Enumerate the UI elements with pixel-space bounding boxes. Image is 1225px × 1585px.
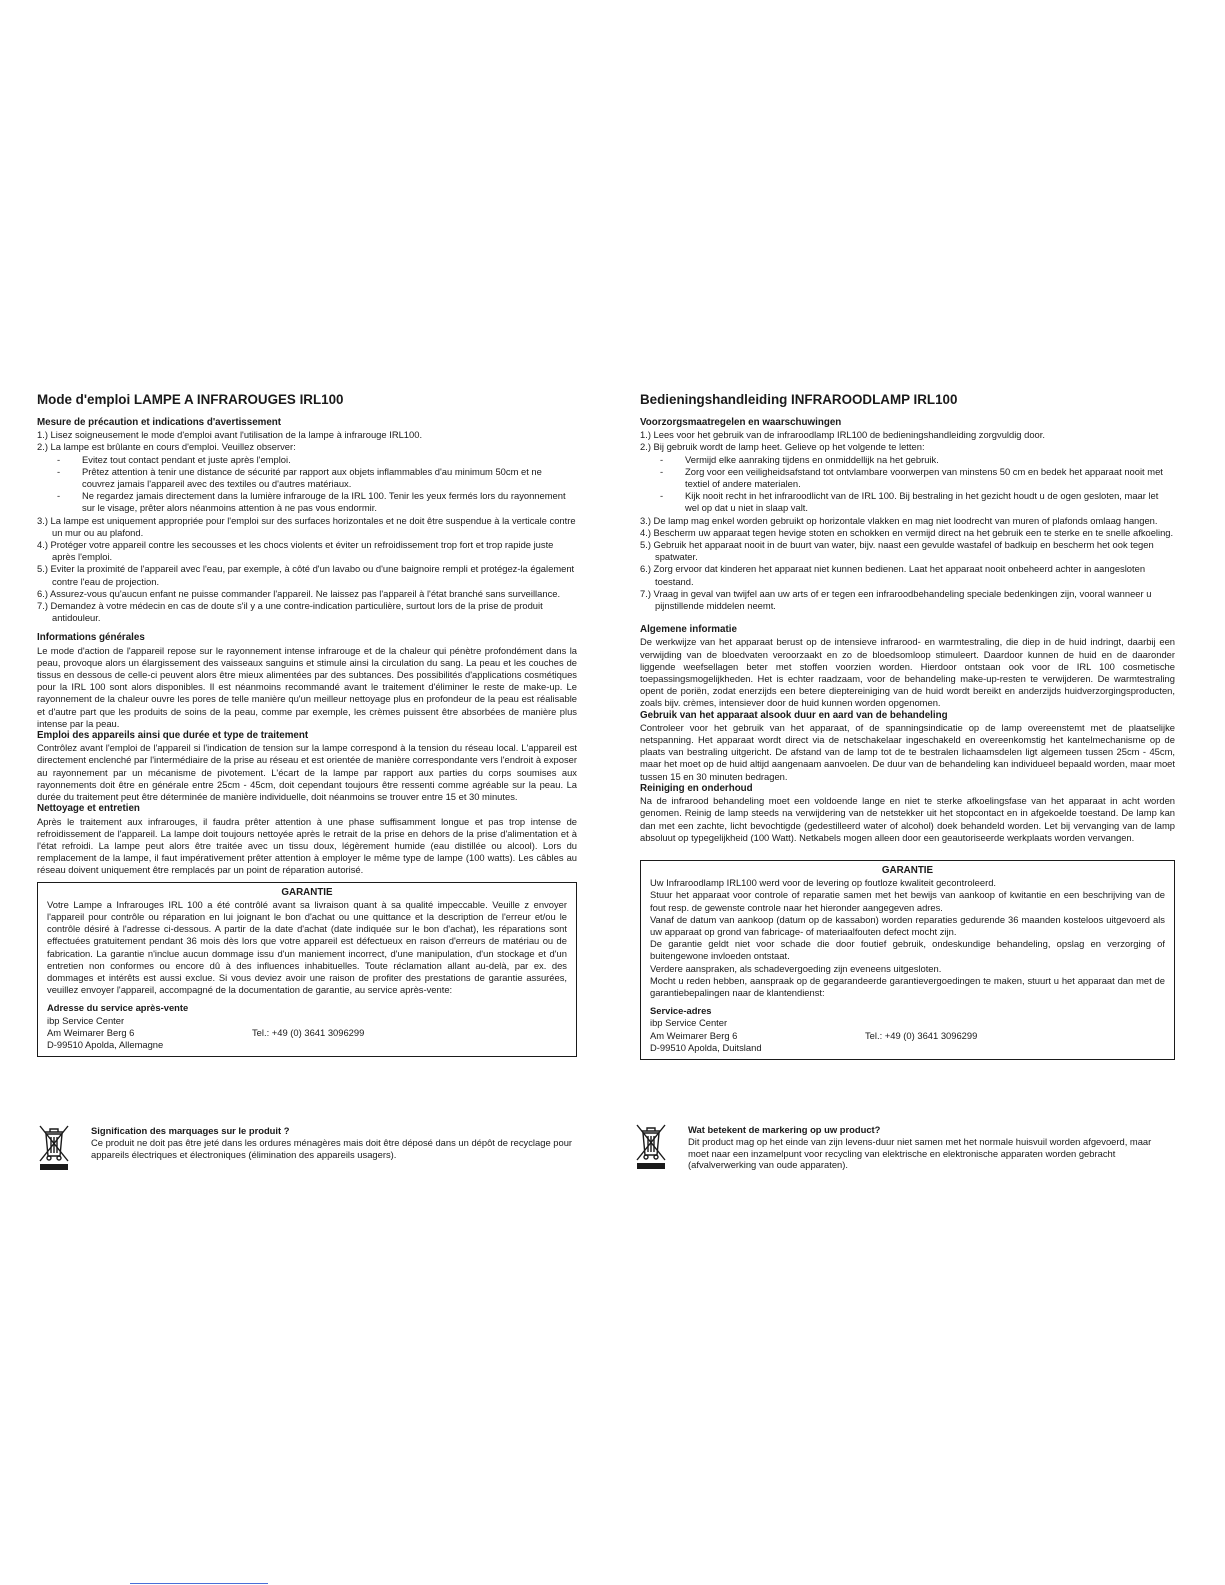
dutch-step-1: 1.) Lees voor het gebruik van de infraroodlamp IRL100 de bedieningshandleiding zorgvuldig door.	[640, 429, 1045, 441]
french-precautions-list	[37, 429, 577, 453]
dutch-step-3: 3.) De lamp mag enkel worden gebruikt op horizontale vlakken en mag niet loodrecht van muren of plafonds omlaag hangen.	[640, 514, 1158, 526]
dutch-use-text: Controleer voor het gebruik van het apparaat, of de spanningsindicatie op de lamp overeenstemt met de plaatselijke netspanning. Het apparaat wordt direct via de netschakelaar ingeschakeld en overeenkomstig het kantelmechanisme op de plaats van bestraling uitgericht. De afstand van de lamp tot de te bestralen lichaamsdelen ligt algemeen tussen 25cm - 45cm, maar het moet op de huid altijd aangenaam aanvoelen. De duur van de behandeling kan individueel bepaald worden, maar moet tussen 15 en 30 minuten bedragen.	[640, 721, 1175, 782]
dutch-step-2-item: - Vermijd elke aanraking tijdens en onmiddellijk na het gebruik.	[640, 454, 1175, 466]
dutch-phone: Tel.: +49 (0) 3641 3096299	[865, 1029, 978, 1041]
french-address-line: D-99510 Apolda, Allemagne	[47, 1038, 164, 1050]
french-clean-heading: Nettoyage et entretien	[37, 803, 140, 815]
dutch-guarantee-paragraph: De garantie geldt niet voor schade die door foutief gebruik, ondeskundige behandeling, opslag en verzorging of buitengewone invloeden ontstaat.	[650, 938, 1165, 962]
french-clean-text: Après le traitement aux infrarouges, il faudra prêter attention à une phase suffisamment longue et pas trop intense de refroidissement de l'appareil. La lampe doit toujours nettoyée après le retrait de la prise en dehors de la prise d'alimentation et à l'état refroidi. La lampe peut alors être traitée avec un tissu doux, légèrement humide (eau distillée ou alcool). Lors du remplacement de la lampe, il faut impérativement prêter attention à employer le même type de lampe (100 watts). Les câbles au réseau doivent uniquement être remplacés par un point de réparation autorisé.	[37, 815, 577, 876]
french-weee-title: Signification des marquages sur le produit ?	[91, 1125, 290, 1136]
bottom-link-underline	[130, 1583, 268, 1584]
french-step-6: 6.) Assurez-vous qu'aucun enfant ne puisse commander l'appareil. Ne laissez pas l'appareil à l'état branché sans surveillance.	[37, 587, 561, 599]
french-precautions-heading: Mesure de précaution et indications d'avertissement	[37, 417, 282, 428]
french-guarantee-title: GARANTIE	[281, 886, 333, 898]
dutch-step-2-item: - Kijk nooit recht in het infraroodlicht van de IRL 100. Bij bestraling in het gezicht houdt u de ogen gesloten, maar let wel op dat u niet in slaap valt.	[640, 490, 1175, 514]
crossed-out-bin-icon	[634, 1122, 668, 1170]
french-info-text: Le mode d'action de l'appareil repose sur le rayonnement intense infrarouge et de la chaleur qui pénètre profondément dans la peau, provoque alors un élargissement des vaisseaux sanguins et stimule ainsi la circulation du sang. La peau et les couches de tissus en dessous de celle-ci peuvent alors être mieux alimentées par des subtances. Des possibilités d'applications cosmétiques pour la IRL 100 sont alors disponibles. Il est néanmoins recommandé avant le traitement d'éliminer le reste de make-up. Le rayonnement de la chaleur ouvre les pores de telle manière qu'un meilleur nettoyage plus en profondeur de la peau est réalisable et d'autre part que les produits de soins de la peau, comme par exemple, les crèmes puissent être absorbées de manière plus intense par la peau.	[37, 644, 577, 729]
french-guarantee-box	[37, 882, 577, 1058]
dutch-use-heading: Gebruik van het apparaat alsook duur en aard van de behandeling	[640, 709, 948, 721]
dutch-info-heading: Algemene informatie	[640, 624, 737, 636]
french-step-3: 3.) La lampe est uniquement appropriée pour l'emploi sur des surfaces horizontales et ne doit être suspendue à la verticale contre un mur ou au plafond.	[37, 514, 576, 538]
dutch-column	[640, 392, 1175, 1060]
dutch-guarantee-paragraph: Stuur het apparaat voor controle of reparatie samen met het bewijs van aankoop of kwitantie en een beschrijving van de fout resp. de gewenste controle naar het hieronder aangegeven adres.	[650, 889, 1165, 913]
french-step-2-item: - Prêtez attention à tenir une distance de sécurité par rapport aux objets inflammables d'au minimum 50cm et ne couvrez jamais l'appareil avec des textiles ou d'autres matériaux.	[37, 466, 577, 490]
french-service-address	[47, 1002, 567, 1051]
dutch-title: Bedieningshandleiding INFRAROODLAMP IRL100	[640, 392, 958, 407]
french-weee-text: Ce produit ne doit pas être jeté dans les ordures ménagères mais doit être déposé dans un dépôt de recyclage pour appareils électriques et électroniques (élimination des appareils usagers).	[91, 1136, 573, 1160]
dutch-guarantee-title: GARANTIE	[881, 864, 934, 876]
dutch-step-2: 2.) Bij gebruik wordt de lamp heet. Gelieve op het volgende te letten:	[640, 441, 925, 453]
french-address-line: ibp Service Center	[47, 1014, 125, 1026]
dutch-service-address	[650, 1005, 1165, 1054]
french-guarantee-text: Votre Lampe a Infrarouges IRL 100 a été contrôlé avant sa livraison quant à sa qualité impeccable. Veuille z envoyer l'appareil pour contrôle ou réparation en lui joignant le bon d'achat ou une quittance et la description de l'erreur et/ou le contrôle désiré à l'adresse ci-dessous. A partir de la date d'achat (date indiquée sur le bon d'achat), les réparations sont effectuées gratuitement pendant 36 mois dès lors que votre appareil est défectueux en raison d'erreurs de matériau ou de fabrication. La garantie n'inclue aucun dommage issu d'un maniement incorrect, d'une manipulation, d'un stockage et d'un entretien non conformes ou encore dû à des influences inhabituelles. Toute réclamation allant au-delà, par ex. des dommages et intérêts est aussi exclue. Si vous deviez avoir une raison de profiter des prestations de garantie assurées, veuillez envoyer l'appareil, accompagné de la documentation de garantie, au service après-vente:	[47, 898, 567, 996]
dutch-info-text: De werkwijze van het apparaat berust op de intensieve infrarood- en warmtestraling, die diep in de huid indringt, daarbij een verwijding van de bloedvaten veroorzaakt en zo de bloedsomloop stimuleert. Daardoor kunnen de huid en de daaronder liggende weefsellagen beter met stoffen voorzien worden. Hierdoor ontstaan ook voor de IRL 100 cosmetische toepassingsmogelijkheden. Het is echter raadzaam, voor de behandeling make-up-resten te verwijderen. De warmtestraling opent de poriën, zodat enerzijds een betere dieptereiniging van de huid wordt bereikt en anderzijds huidverzorgingsproducten, zoals bijv. crèmes, intensiever door de huid kunnen worden opgenomen.	[640, 636, 1175, 709]
dutch-address-heading: Service-adres	[650, 1005, 712, 1017]
dutch-guarantee-box	[640, 860, 1175, 1060]
french-use-text: Contrôlez avant l'emploi de l'appareil si l'indication de tension sur la lampe correspond à la tension du réseau local. L'appareil est directement enclenché par l'intermédiaire de la prise au réseau et est orientée de manière correspondante vers l'endroit à exposer au rayonnement par un mécanisme de pivotement. L'écart de la lampe par rapport aux parties du corps soumises aux rayonnements doit être en générale entre 25cm - 45cm, doit cependant toujours être ressenti comme agréable sur la peau. La durée du traitement peut être déterminée de manière individuelle, doit néanmoins se trouver entre 15 et 30 minutes.	[37, 742, 577, 803]
french-column	[37, 392, 577, 1057]
dutch-clean-text: Na de infrarood behandeling moet een voldoende lange en niet te sterke afkoelingsfase van het apparaat in acht worden genomen. Reinig de lamp steeds na verwijdering van de netstekker uit het stopcontact en in afgekoelde toestand. De lamp kan dan met een zachte, licht bevochtigde (gedestilleerd water of alcohol) doek behandeld worden. Let bij vervanging van de lamp absoluut op typegelijkheid (100 Watt). Netkabels mogen alleen door een geautoriseerde werkplaats worden vervangen.	[640, 795, 1175, 843]
french-step-7: 7.) Demandez à votre médecin en cas de doute s'il y a une contre-indication particulière, surtout lors de la prise de produit antidouleur.	[37, 600, 543, 624]
french-weee-notice	[37, 1123, 597, 1173]
dutch-guarantee-paragraph: Uw Infraroodlamp IRL100 werd voor de levering op foutloze kwaliteit gecontroleerd.	[650, 877, 997, 889]
french-step-4: 4.) Protéger votre appareil contre les secousses et les chocs violents et éviter un refroidissement trop fort et trop rapide juste après l'emploi.	[37, 539, 554, 563]
french-info-heading: Informations générales	[37, 632, 145, 644]
french-precautions-list-continued	[37, 515, 577, 625]
french-step-2: 2.) La lampe est brûlante en cours d'emploi. Veuillez observer:	[37, 441, 296, 453]
french-step-2-item: - Evitez tout contact pendant et juste après l'emploi.	[37, 454, 577, 466]
dutch-step-2-list	[640, 454, 1175, 515]
french-step-2-list	[37, 454, 577, 515]
french-step-2-item: - Ne regardez jamais directement dans la lumière infrarouge de la IRL 100. Tenir les yeux fermés lors du rayonnement sur le visage, prêter alors néanmoins attention à ne pas vous endormir.	[37, 490, 577, 514]
dutch-address-line: D-99510 Apolda, Duitsland	[650, 1041, 762, 1053]
dutch-weee-text: Dit product mag op het einde van zijn levens-duur niet samen met het normale huisvuil worden afgevoerd, maar moet naar een inzamelpunt voor recycling van elektrische en elektronische apparaten worden gebracht (afvalverwerking van oude apparaten).	[688, 1135, 1152, 1171]
french-address-heading: Adresse du service après-vente	[47, 1002, 189, 1014]
dutch-weee-notice	[634, 1122, 1194, 1172]
dutch-clean-heading: Reiniging en onderhoud	[640, 782, 753, 794]
dutch-step-7: 7.) Vraag in geval van twijfel aan uw arts of er tegen een infraroodbehandeling speciale bedenkingen zijn, vooral wanneer u pijnstillende middelen neemt.	[640, 587, 1152, 612]
dutch-address-line: ibp Service Center	[650, 1017, 728, 1029]
dutch-address-line: Am Weimarer Berg 6	[650, 1029, 738, 1041]
dutch-step-5: 5.) Gebruik het apparaat nooit in de buurt van water, bijv. naast een gevulde wastafel of badkuip en bescherm het ook tegen spatwater.	[640, 539, 1154, 563]
dutch-precautions-list-continued	[640, 515, 1175, 613]
dutch-guarantee-paragraph: Vanaf de datum van aankoop (datum op de kassabon) worden reparaties gedurende 36 maanden kosteloos uitgevoerd als uw apparaat op grond van fabricage- of materiaalfouten defect mocht zijn.	[650, 913, 1165, 937]
french-step-5: 5.) Eviter la proximité de l'appareil avec l'eau, par exemple, à côté d'un lavabo ou d'une baignoire rempli et protégez-la également contre l'eau de projection.	[37, 563, 575, 587]
crossed-out-bin-icon	[37, 1123, 71, 1171]
dutch-guarantee-paragraph: Mocht u reden hebben, aanspraak op de gegarandeerde garantievergoedingen te maken, stuurt u het apparaat dan met de garantiebepalingen naar de klantendienst:	[650, 974, 1165, 998]
french-address-line: Am Weimarer Berg 6	[47, 1026, 135, 1038]
french-title: Mode d'emploi LAMPE A INFRAROUGES IRL100	[37, 392, 344, 407]
dutch-guarantee-paragraph: Verdere aanspraken, als schadevergoeding zijn eveneens uitgesloten.	[650, 962, 942, 974]
french-step-1: 1.) Lisez soigneusement le mode d'emploi avant l'utilisation de la lampe à infrarouge IRL100.	[37, 429, 423, 441]
dutch-step-6: 6.) Zorg ervoor dat kinderen het apparaat niet kunnen bedienen. Laat het apparaat nooit onbeheerd achter in aangesloten toestand.	[640, 563, 1146, 587]
dutch-step-2-item: - Zorg voor een veiligheidsafstand tot ontvlambare voorwerpen van minstens 50 cm en bedek het apparaat nooit met textiel of andere materialen.	[640, 466, 1175, 490]
dutch-precautions-list	[640, 429, 1175, 453]
dutch-step-4: 4.) Bescherm uw apparaat tegen hevige stoten en schokken en vermijd direct na het gebruik een te sterke en te snelle afkoeling.	[640, 526, 1174, 538]
dutch-weee-title: Wat betekent de markering op uw product?	[688, 1124, 881, 1135]
french-phone: Tel.: +49 (0) 3641 3096299	[252, 1026, 365, 1038]
dutch-precautions-heading: Voorzorgsmaatregelen en waarschuwingen	[640, 417, 842, 428]
french-use-heading: Emploi des appareils ainsi que durée et type de traitement	[37, 730, 309, 742]
